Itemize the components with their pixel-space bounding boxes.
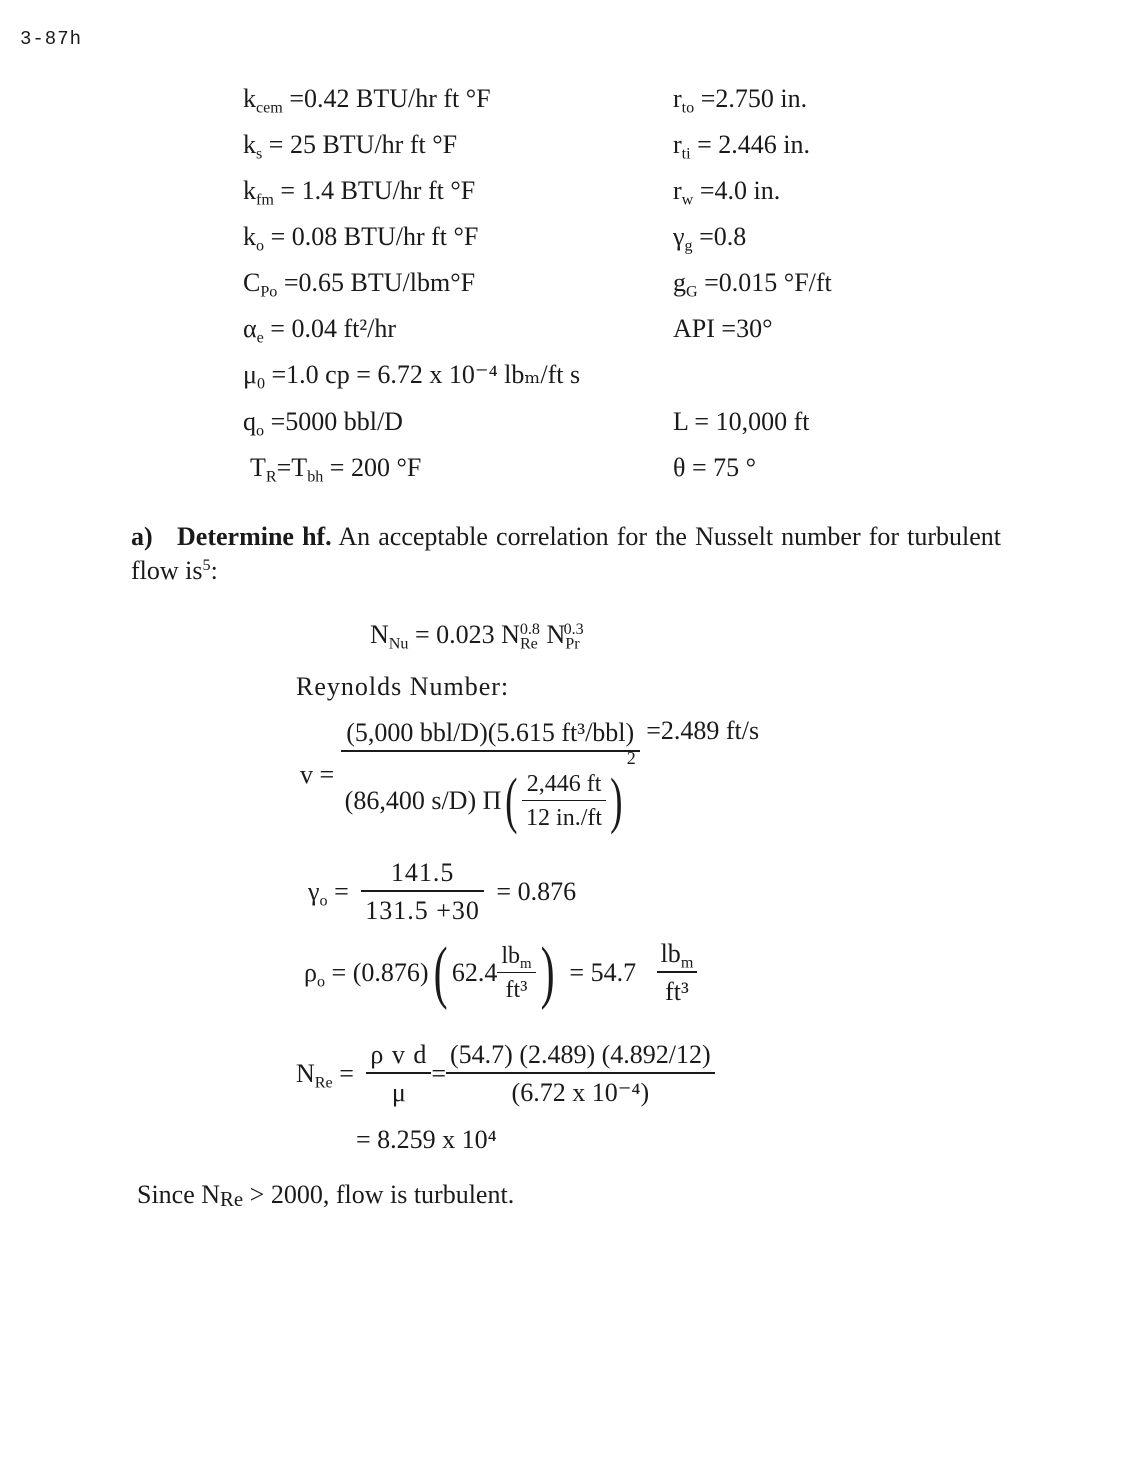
param-left-5: $\alpha_e = 0.04$ ft²/hr: [243, 314, 397, 347]
param-left-2: $k_{fm} = 1.4$ BTU/hr ft °F: [243, 176, 476, 209]
param-right-8: θ = 75 °: [673, 453, 757, 482]
param-left-7: $q_o =5000$ bbl/D: [243, 407, 403, 440]
rho-o-equation: $\rho_o = (0.876)$( 62.4 $\frac{lb_m}{\text{ft³}}$ ) = 54.7 $\frac{lb_m}{\text{ft³}}$: [304, 938, 697, 1008]
reynolds-number-equation: $N_{Re}$ = $\frac{\text{ρ v d}}{\mu}$ = $\frac{(54.7) (2.489) (4.892/12)}{\text{(6.72 x 10⁻⁴)}}$: [296, 1040, 715, 1108]
param-left-0: $k_{cem} =0.42$ BTU/hr ft °F: [243, 84, 491, 117]
nusselt-equation: $N_{Nu} = 0.023$ $N_{Re}^{0.8}$ $N_{Pr}^{0.3}$: [370, 620, 584, 653]
reynolds-label: Reynolds Number:: [296, 672, 510, 701]
velocity-equation: v = (5,000 bbl/D)(5.615 ft³/bbl) (86,400 s/D) Π( $\frac{2,446 ft}{12 in./ft}$ )$^2$ =2.489 ft/s: [300, 716, 760, 836]
param-left-3: $k_o = 0.08$ BTU/hr ft °F: [243, 222, 479, 255]
gamma-o-equation: $\gamma_o$ = $\frac{141.5}{131.5 +30}$ = 0.876: [308, 858, 577, 925]
part-a-text: An acceptable correlation for the Nusselt number for turbulent flow is: [131, 522, 1002, 585]
param-right-4: $g_G =0.015$ °F/ft: [673, 268, 832, 301]
param-left-4: $C_{Po} =0.65$ BTU/lbm°F: [243, 268, 476, 301]
reynolds-result: = 8.259 x 10⁴: [356, 1125, 497, 1154]
param-right-0: $r_{to} =2.750$ in.: [673, 84, 808, 117]
param-left-1: $k_s = 25$ BTU/hr ft °F: [243, 130, 458, 163]
param-right-5: API =30°: [673, 314, 773, 343]
param-right-1: $r_{ti} = 2.446$ in.: [673, 130, 811, 163]
param-left-8: $T_R=T_{bh} = 200$ °F: [250, 453, 422, 486]
part-a-heading: Determine hf.: [177, 522, 332, 551]
conclusion-text: Since $N_{Re} > 2000$, flow is turbulent.: [137, 1180, 515, 1212]
param-right-2: $r_w =4.0$ in.: [673, 176, 781, 209]
param-right-7: L = 10,000 ft: [673, 407, 810, 436]
part-a-label: a): [131, 522, 153, 551]
part-a-paragraph: [131, 520, 1001, 588]
part-a-tail: :: [210, 556, 218, 585]
page-number: 3-87h: [20, 28, 83, 50]
param-right-3: $\gamma_g =0.8$: [673, 222, 747, 255]
footnote-marker: 5: [202, 557, 211, 575]
param-left-6: $\mu_0 =1.0$ cp = 6.72 x 10⁻⁴ lbₘ/ft s: [243, 360, 581, 393]
